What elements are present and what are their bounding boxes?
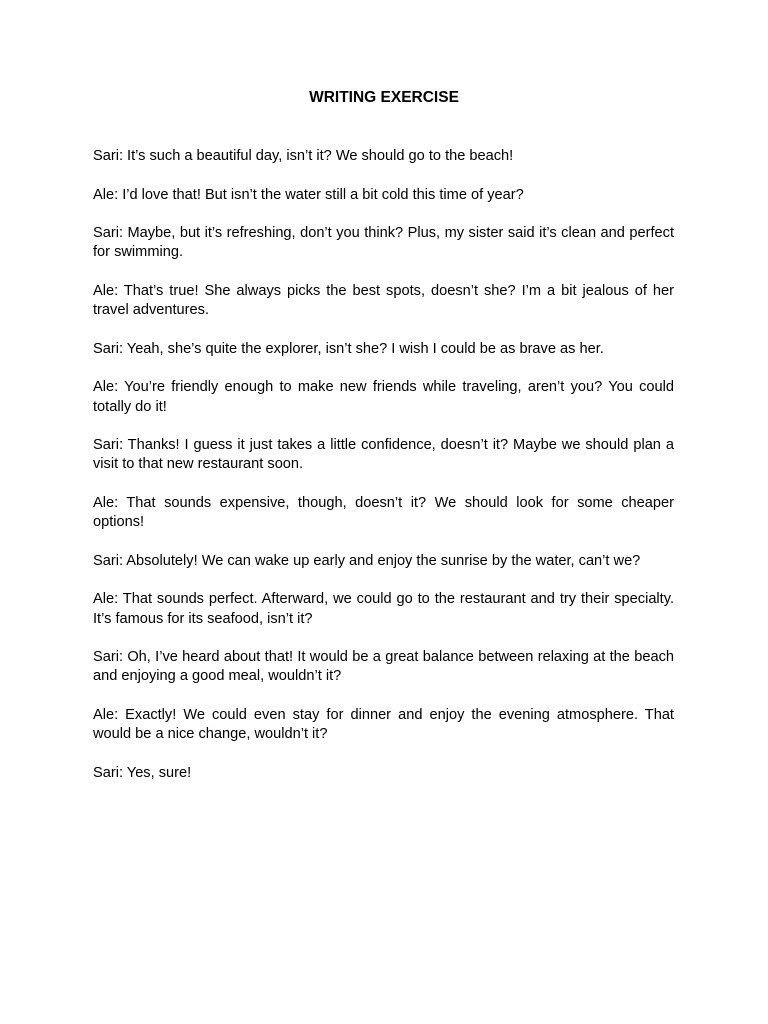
dialogue-line: Sari: It’s such a beautiful day, isn’t it? We should go to the beach! (93, 148, 514, 164)
dialogue-line: Ale: That’s true! She always picks the best spots, doesn’t she? I’m a bit jealous of her travel adventures. (93, 282, 674, 319)
dialogue-line: Sari: Maybe, but it’s refreshing, don’t you think? Plus, my sister said it’s clean and perfect for swimming. (93, 225, 674, 261)
dialogue-line: Sari: Yes, sure! (93, 764, 192, 781)
dialogue-line: Ale: That sounds perfect. Afterward, we could go to the restaurant and try their specialty. It’s famous for its seafood, isn’t it? (93, 591, 674, 627)
dialogue-line: Sari: Thanks! I guess it just takes a little confidence, doesn’t it? Maybe we should plan a visit to that new restaurant soon. (93, 437, 674, 473)
dialogue-line: Ale: That sounds expensive, though, doesn’t it? We should look for some cheaper options! (93, 494, 674, 531)
dialogue-line: Sari: Oh, I’ve heard about that! It would be a great balance between relaxing at the beach and enjoying a good meal, wouldn’t it? (93, 649, 674, 685)
page-title: WRITING EXERCISE (309, 89, 459, 106)
dialogue (93, 147, 674, 802)
dialogue-line: Ale: Exactly! We could even stay for dinner and enjoy the evening atmosphere. That would be a nice change, wouldn’t it? (93, 706, 674, 743)
dialogue-line: Sari: Yeah, she’s quite the explorer, isn’t she? I wish I could be as brave as her. (93, 340, 604, 357)
dialogue-line: Sari: Absolutely! We can wake up early and enjoy the sunrise by the water, can’t we? (93, 552, 641, 569)
dialogue-line: Ale: You’re friendly enough to make new friends while traveling, aren’t you? You could totally do it! (93, 379, 674, 415)
dialogue-line: Ale: I’d love that! But isn’t the water still a bit cold this time of year? (93, 186, 524, 203)
